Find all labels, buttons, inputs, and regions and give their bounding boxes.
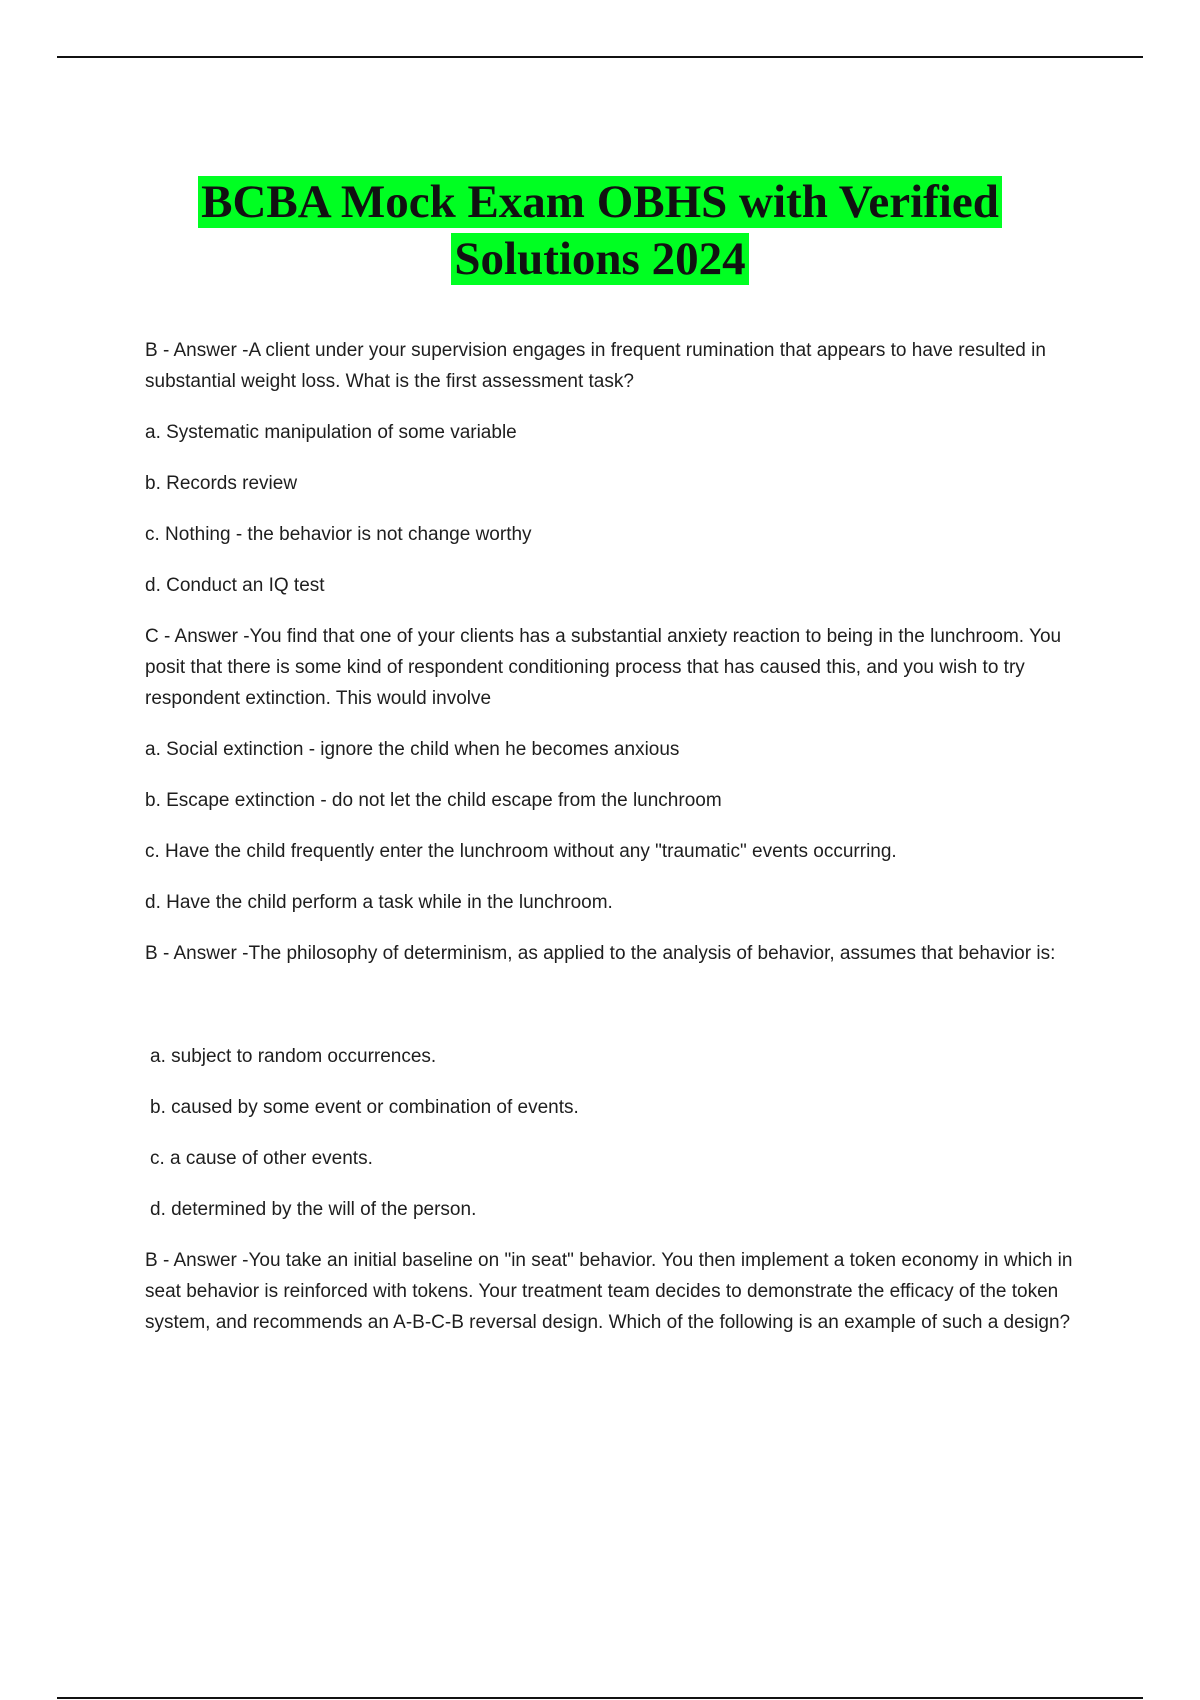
- document-title: [0, 174, 1200, 288]
- question-stem: C - Answer -You find that one of your clients has a substantial anxiety reaction to being in the lunchroom. You posit that there is some kind of respondent conditioning process that has caused this, and you wish to try respondent extinction. This would involve: [145, 626, 1062, 709]
- answer-option: c. Nothing - the behavior is not change worthy: [145, 524, 532, 545]
- answer-option: c. a cause of other events.: [150, 1148, 373, 1169]
- answer-option: b. Records review: [145, 473, 298, 494]
- header-rule: [57, 56, 1143, 58]
- answer-option: b. Escape extinction - do not let the child escape from the lunchroom: [145, 790, 722, 811]
- answer-option: a. Social extinction - ignore the child when he becomes anxious: [145, 739, 680, 760]
- answer-option: b. caused by some event or combination of events.: [150, 1097, 579, 1118]
- question-stem: B - Answer -A client under your supervision engages in frequent rumination that appears to have resulted in substantial weight loss. What is the first assessment task?: [145, 340, 1046, 392]
- answer-option: a. Systematic manipulation of some variable: [145, 422, 517, 443]
- answer-option: a. subject to random occurrences.: [150, 1046, 437, 1067]
- title-line-2: Solutions 2024: [451, 233, 748, 285]
- footer-rule: [57, 1697, 1143, 1699]
- answer-option: d. determined by the will of the person.: [150, 1199, 477, 1220]
- question-list: [145, 335, 1095, 1358]
- answer-option: d. Have the child perform a task while in the lunchroom.: [145, 892, 613, 913]
- question-stem: B - Answer -You take an initial baseline on "in seat" behavior. You then implement a token economy in which in seat behavior is reinforced with tokens. Your treatment team decides to demonstrate the efficacy of the token system, and recommends an A-B-C-B reversal design. Which of the following is an example of such a design?: [145, 1250, 1073, 1333]
- question-stem: B - Answer -The philosophy of determinism, as applied to the analysis of behavior, assumes that behavior is:: [145, 943, 1056, 964]
- answer-option: c. Have the child frequently enter the lunchroom without any "traumatic" events occurring.: [145, 841, 897, 862]
- answer-option: d. Conduct an IQ test: [145, 575, 325, 596]
- title-line-1: BCBA Mock Exam OBHS with Verified: [198, 176, 1002, 228]
